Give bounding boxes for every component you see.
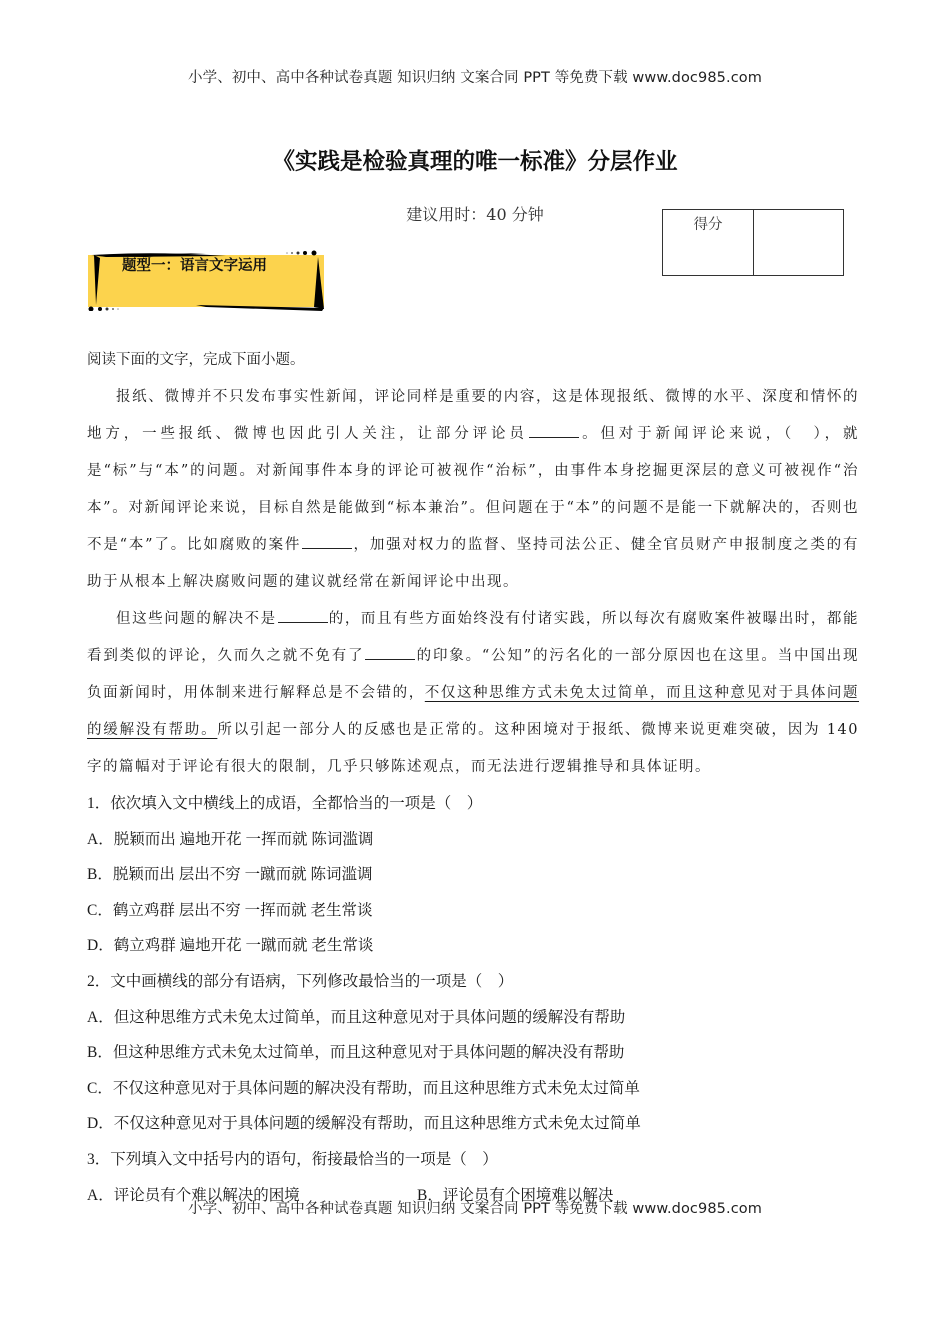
option-a[interactable]: A．评论员有个难以解决的困境 bbox=[87, 1186, 300, 1204]
passage-paragraph-1 bbox=[87, 379, 859, 601]
option-d[interactable]: D．不仅这种意见对于具体问题的缓解没有帮助，而且这种思维方式未免太过简单 bbox=[87, 1115, 641, 1133]
page-footer-banner: 小学、初中、高中各种试卷真题 知识归纳 文案合同 PPT 等免费下载 www.doc985.com bbox=[188, 1201, 762, 1217]
fill-blank-2 bbox=[302, 547, 352, 549]
passage-text: 所以引起一部分人的反感也是正常的。这种困境对于报纸、微博来说更难突破，因为 140 字的篇幅对于评论有很大的限制，几乎只够陈述观点，而无法进行逻辑推导和具体证明。 bbox=[87, 722, 859, 775]
document-title: 《实践是检验真理的唯一标准》分层作业 bbox=[272, 149, 678, 175]
question-2 bbox=[87, 964, 859, 1142]
question-stem: 1．依次填入文中横线上的成语，全都恰当的一项是（ ） bbox=[87, 795, 483, 812]
passage-text: 报纸、微博并不只发布事实性新闻，评论同样是重要的内容，这是体现报纸、微博的水平、深度和情怀的地方，一些报纸、微博也因此引人关注，让部分评论员 bbox=[87, 389, 859, 442]
option-a[interactable]: A．脱颖而出 遍地开花 一挥而就 陈词滥调 bbox=[87, 830, 374, 848]
passage-text: 的印象。“公知”的污名化的一部分原因也在这里。当中国出现负面新闻时，用体制来进行解释总是不会错的， bbox=[87, 648, 860, 701]
option-b[interactable]: B．但这种思维方式未免太过简单，而且这种意见对于具体问题的解决没有帮助 bbox=[87, 1044, 625, 1062]
fill-blank-3 bbox=[278, 621, 328, 623]
option-c[interactable]: C．鹤立鸡群 层出不穷 一挥而就 老生常谈 bbox=[87, 901, 373, 919]
option-a[interactable]: A．但这种思维方式未免太过简单，而且这种意见对于具体问题的缓解没有帮助 bbox=[87, 1008, 626, 1026]
section-tag bbox=[86, 249, 326, 311]
section-tag-label: 题型一：语言文字运用 bbox=[122, 258, 267, 274]
passage-text: 。但对于新闻评论来说，（ ），就是“标”与“本”的问题。对新闻事件本身的评论可被视作“治标”，由事件本身挖掘更深层的意义可被视作“治本”。对新闻评论来说，目标自然是能做到“标本兼治”。但问题在于“本”的问题不是能一下就解决的，否则也不是“本”了。比如腐败的案件 bbox=[87, 426, 860, 553]
question-stem: 3．下列填入文中括号内的语句，衔接最恰当的一项是（ ） bbox=[87, 1150, 498, 1168]
score-box bbox=[662, 209, 844, 276]
option-b[interactable]: B．评论员有个困境难以解决 bbox=[417, 1186, 614, 1204]
underlined-sentence: 不仅这种思维方式未免太过简单，而且这种意见对于具体问题的缓解没有帮助。 bbox=[87, 685, 860, 738]
question-1 bbox=[87, 786, 859, 964]
question-stem: 2．文中画横线的部分有语病，下列修改最恰当的一项是（ ） bbox=[87, 972, 514, 990]
passage-paragraph-2 bbox=[87, 601, 859, 786]
score-value-field[interactable] bbox=[754, 210, 843, 275]
reading-passage bbox=[87, 379, 859, 786]
fill-blank-4 bbox=[365, 658, 415, 660]
score-label: 得分 bbox=[663, 210, 754, 275]
option-c[interactable]: C．不仅这种意见对于具体问题的解决没有帮助，而且这种思维方式未免太过简单 bbox=[87, 1079, 640, 1097]
option-b[interactable]: B．脱颖而出 层出不穷 一蹴而就 陈词滥调 bbox=[87, 866, 373, 884]
passage-text: 但这些问题的解决不是 bbox=[116, 611, 277, 627]
page-header-banner: 小学、初中、高中各种试卷真题 知识归纳 文案合同 PPT 等免费下载 www.doc985.com bbox=[188, 70, 762, 86]
passage-text: 的，而且有些方面始终没有付诸实践，所以每次有腐败案件被曝出时，都能看到类似的评论，久而久之就不免有了 bbox=[87, 611, 860, 664]
document-body bbox=[87, 342, 859, 1213]
reading-instruction: 阅读下面的文字，完成下面小题。 bbox=[87, 352, 305, 368]
passage-text: ，加强对权力的监督、坚持司法公正、健全官员财产申报制度之类的有助于从根本上解决腐败问题的建议就经常在新闻评论中出现。 bbox=[87, 537, 859, 590]
fill-blank-1 bbox=[529, 436, 579, 438]
option-d[interactable]: D．鹤立鸡群 遍地开花 一蹴而就 老生常谈 bbox=[87, 937, 374, 955]
suggested-time: 建议用时：40 分钟 bbox=[406, 205, 544, 224]
